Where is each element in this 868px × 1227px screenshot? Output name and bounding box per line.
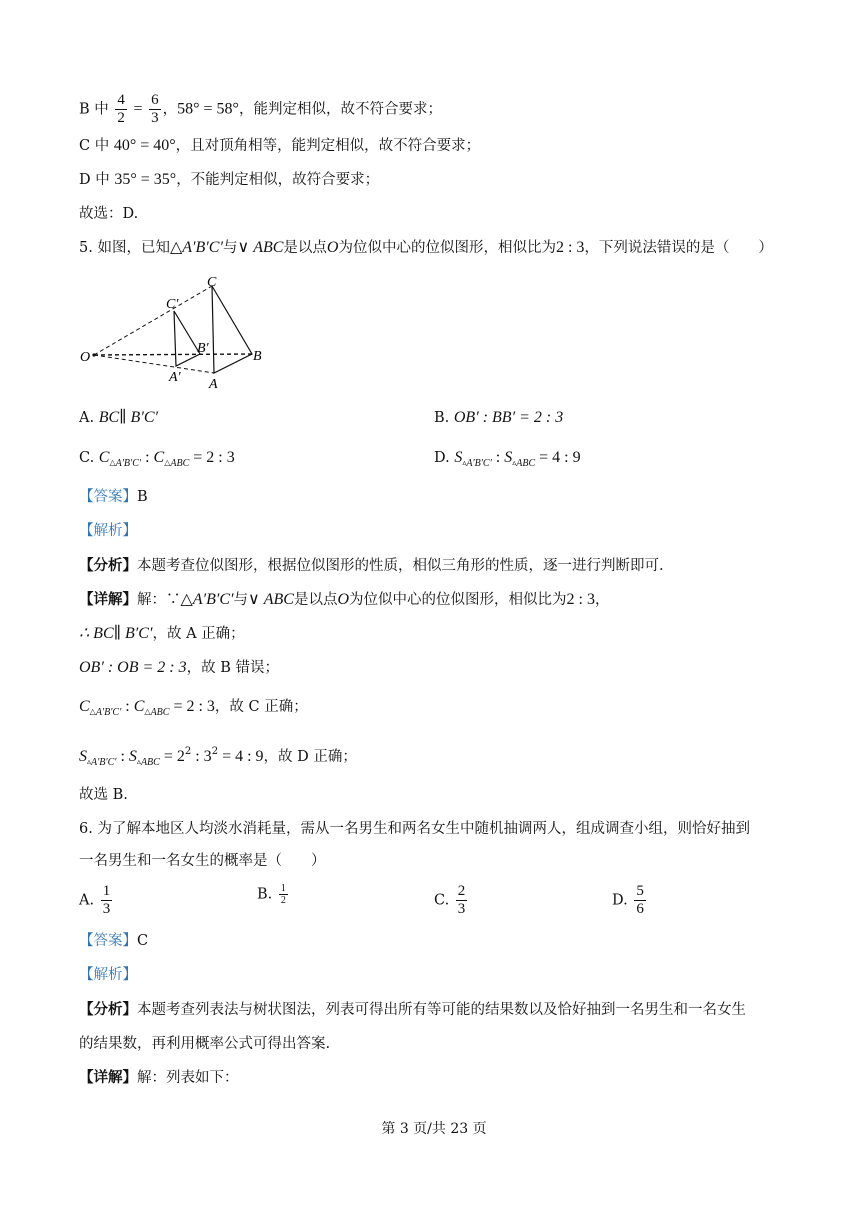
fraction: $\frac{4}{2}$ — [117, 92, 125, 126]
label-a-prime: A′ — [169, 370, 181, 385]
q6-option-a[interactable]: A. $\frac{1}{3}$ — [79, 883, 111, 917]
q5-analysis-tag: 【解析】 — [79, 523, 137, 539]
q5-option-d[interactable]: D. $S_{▵A'B'C'}$ : $S_{▵ABC} = 4$ : 9 — [434, 449, 581, 469]
label-a: A — [209, 377, 218, 392]
q6-xiangjie: 【详解】解：列表如下： — [79, 1069, 239, 1086]
q5-option-c[interactable]: C. $C_{\triangle A'B'C'}$ : $C_{\triangle ABC} = 2$ : 3 — [79, 449, 235, 469]
label-c-prime: C′ — [166, 297, 179, 312]
q5-stem: 5. 如图，已知△A′B′C′与∨ ABC是以点O为位似中心的位似图形，相似比为2 : 3，下列说法错误的是（ ） — [79, 239, 773, 256]
q5-step-a: ∴ BC∥ B′C′，故 A 正确； — [79, 625, 245, 642]
q5-step-c: $C_{\triangle A'B'C'}$ : $C_{\triangle ABC} = 2$ : 3，故 C 正确； — [79, 698, 308, 718]
label-c: C — [207, 275, 217, 290]
label-o: O — [80, 350, 91, 365]
q6-option-d[interactable]: D. $\frac{5}{6}$ — [612, 883, 644, 917]
q6-fenxi-2: 的结果数，再利用概率公式可得出答案. — [79, 1036, 331, 1052]
line-c: C 中 40° = 40°，且对顶角相等，能判定相似，故不符合要求； — [79, 137, 481, 154]
q5-answer: 【答案】B — [79, 489, 148, 505]
q5-xiangjie: 【详解】解：∵△A′B′C′与∨ ABC是以点O为位似中心的位似图形，相似比为2 : 3， — [79, 591, 610, 608]
q5-step-b: OB′ : OB = 2 : 3，故 B 错误； — [79, 659, 279, 676]
q6-fenxi-1: 【分析】本题考查列表法与树状图法，列表可得出所有等可能的结果数以及恰好抽到一名男生和一名女生 — [79, 1001, 746, 1018]
q6-answer: 【答案】C — [79, 933, 149, 949]
similar-triangles-figure — [76, 268, 276, 393]
fraction: $\frac{6}{3}$ — [151, 92, 159, 126]
q6-option-c[interactable]: C. $\frac{2}{3}$ — [434, 883, 466, 917]
line-b: B 中 $\frac{4}{2}$ = $\frac{6}{3}$ ，58° = 58°，能判定相似，故不符合要求； — [79, 92, 442, 126]
q6-stem-1: 6. 为了解本地区人均淡水消耗量，需从一名男生和两名女生中随机抽调两人，组成调查小组，则恰好抽到 — [79, 821, 750, 837]
line-d: D 中 35° = 35°，不能判定相似，故符合要求； — [79, 171, 380, 188]
choose-d: 故选：D. — [79, 206, 139, 222]
q6-analysis-tag: 【解析】 — [79, 967, 137, 983]
q6-stem-2: 一名男生和一名女生的概率是（ ） — [79, 853, 326, 869]
q5-choose: 故选 B. — [79, 787, 128, 803]
q5-option-a[interactable]: A. BC∥ B′C′ — [79, 409, 158, 426]
q6-option-b[interactable]: B. $\frac{1}{2}$ — [257, 883, 286, 906]
page-footer: 第 3 页/共 23 页 — [381, 1121, 487, 1137]
label-b-prime: B′ — [197, 341, 209, 356]
q5-option-b[interactable]: B. OB′ : BB′ = 2 : 3 — [434, 409, 564, 426]
q5-fenxi: 【分析】本题考查位似图形，根据位似图形的性质，相似三角形的性质，逐一进行判断即可. — [79, 557, 664, 574]
q5-step-d: $S_{▵A'B'C'}$ : $S_{▵ABC} = 2^2$ : $3^2 = 4$ : 9，故 D 正确； — [79, 746, 357, 768]
label-b: B — [253, 349, 262, 364]
